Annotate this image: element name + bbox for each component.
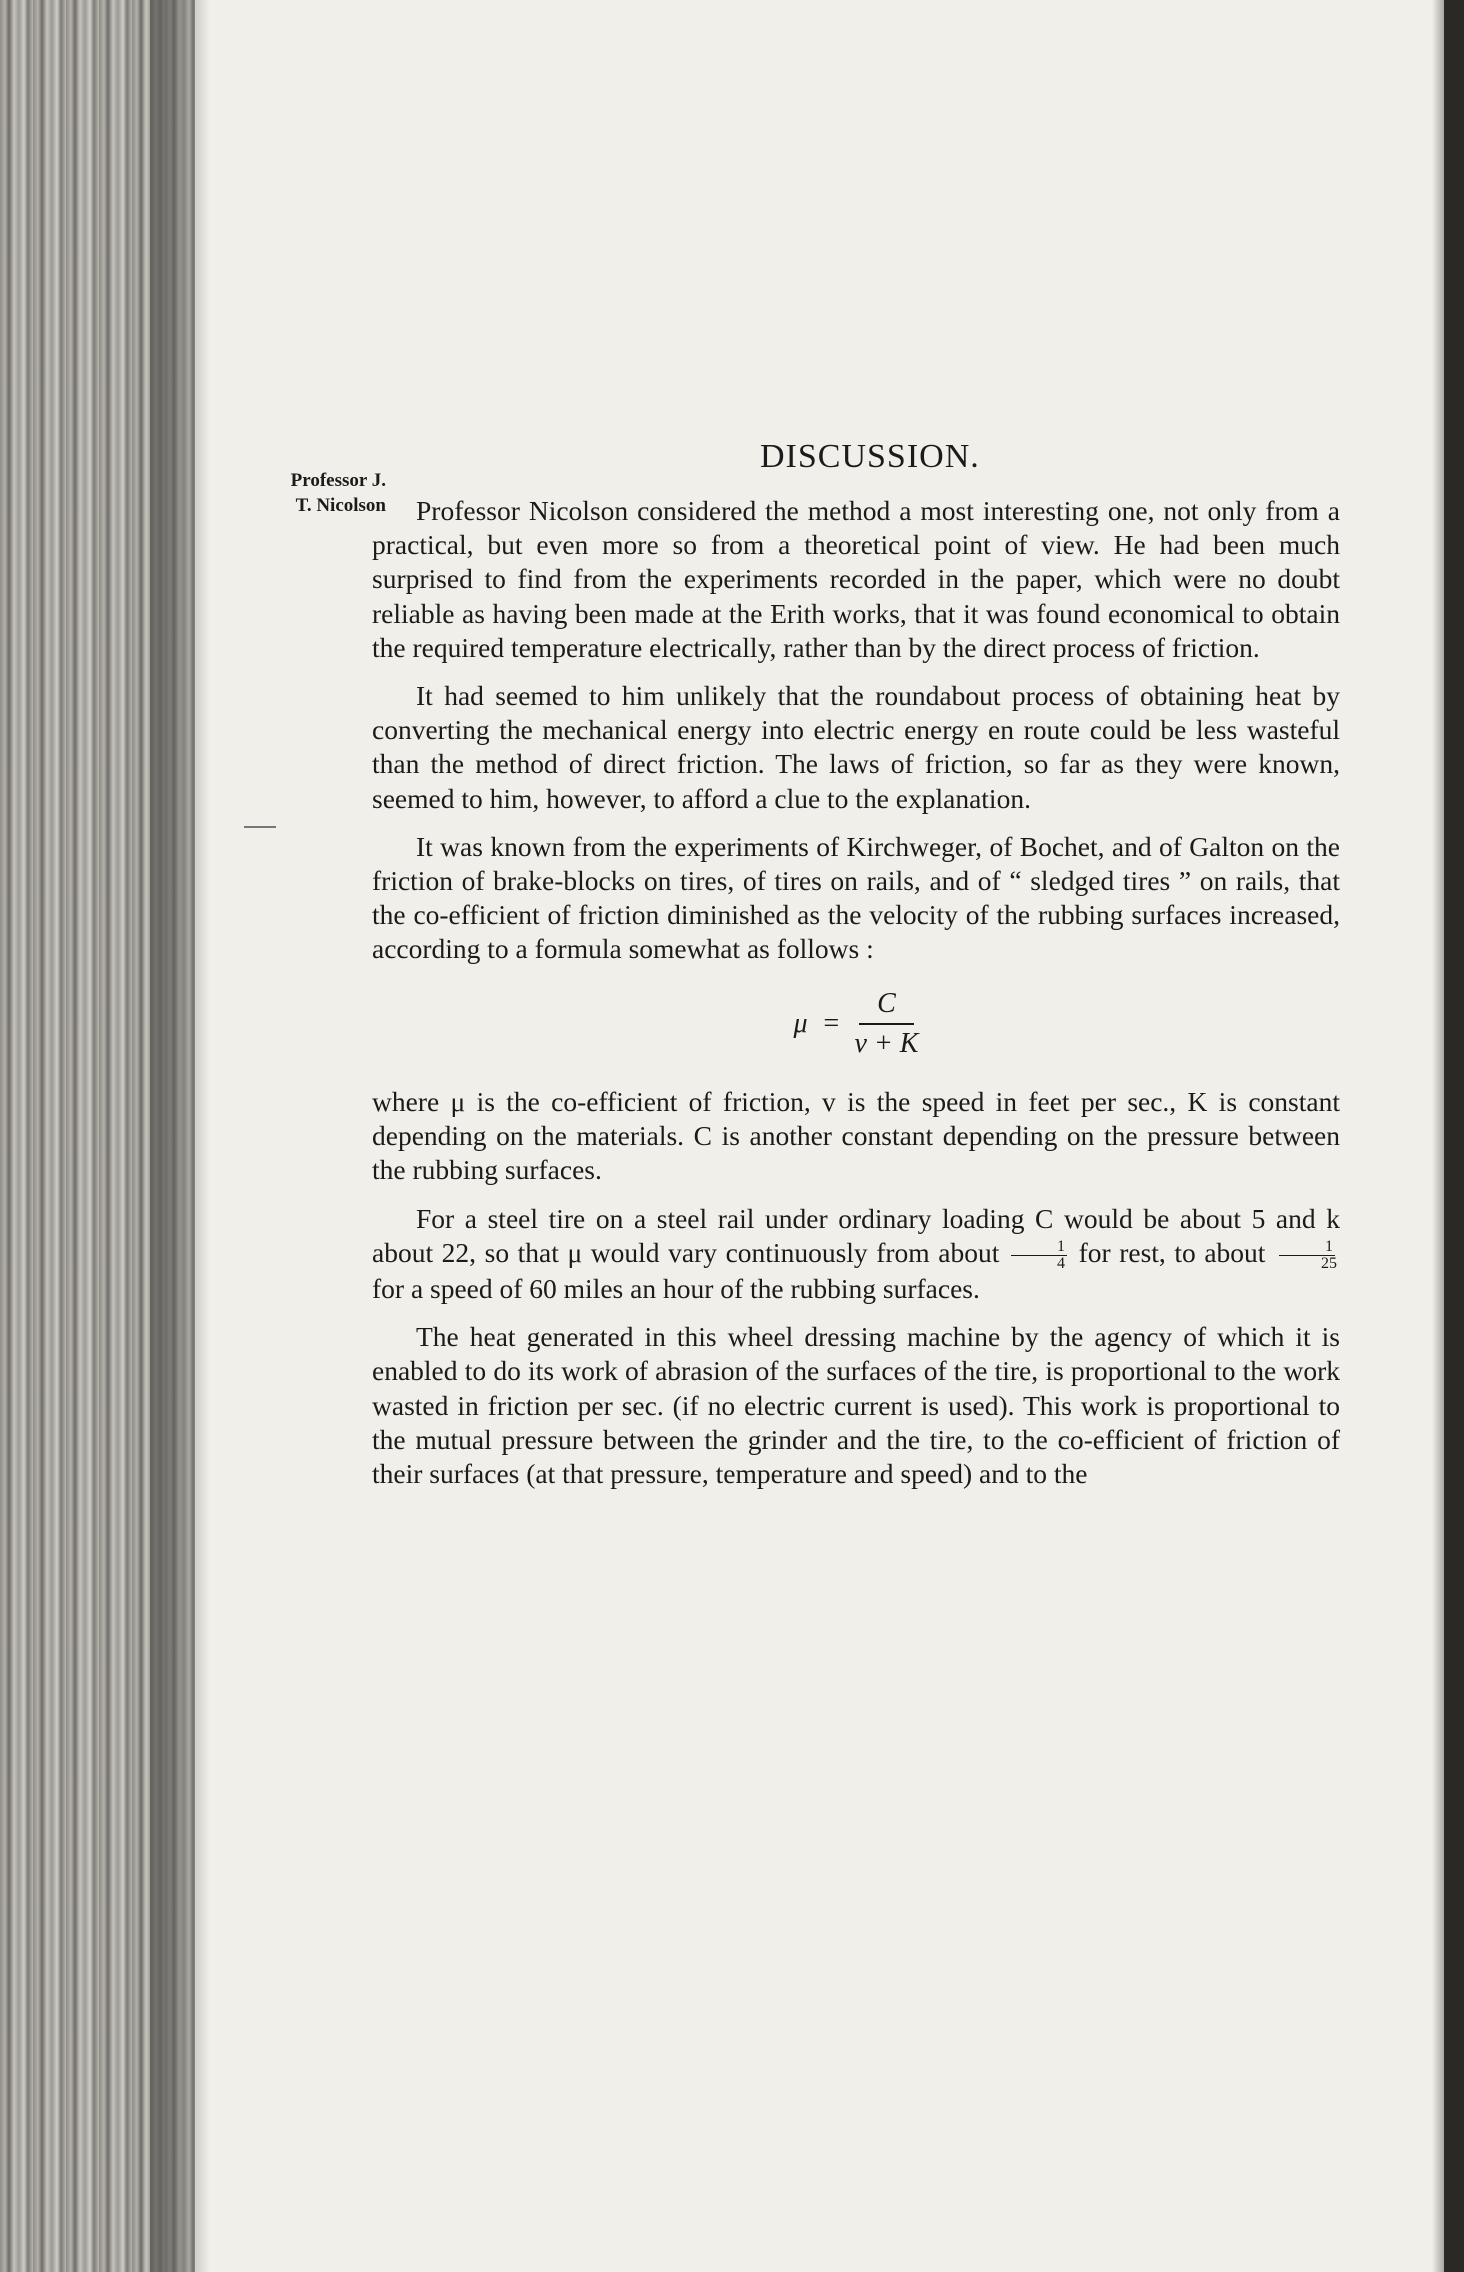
fraction-one-quarter-denominator: 4 (1056, 1255, 1065, 1273)
section-heading: DISCUSSION. (760, 438, 980, 475)
formula-fraction (854, 987, 918, 1061)
paragraph-3: It was known from the experiments of Kirchweger, of Bochet, and of Galton on the friction of brake-blocks on tires, of tires on rails, and of “ sledged tires ” on rails, that the co-efficient of friction diminished as the velocity of the rubbing surfaces increased, according to a formula somewhat as follows : (372, 830, 1340, 965)
paragraph-after-formula: where μ is the co-efficient of friction, v is the speed in feet per sec., K is constant depending on the materials. C is another constant depending on the pressure between the rubbing surfaces. (372, 1086, 1340, 1186)
margin-note-speaker (206, 468, 386, 518)
paragraph-steel-tire (372, 1202, 1340, 1307)
paragraph-2: It had seemed to him unlikely that the roundabout process of obtaining heat by converting the mechanical energy into electric energy en route could be less wasteful than the method of direct friction. The laws of friction, so far as they were known, seemed to him, however, to afford a clue to the explanation. (372, 680, 1340, 814)
steel-text-part-3: for a speed of 60 miles an hour of the rubbing surfaces. (372, 1273, 980, 1305)
steel-text-part-2: for rest, to about (1078, 1236, 1266, 1268)
fraction-one-twentyfifth-numerator: 1 (1279, 1239, 1335, 1256)
margin-note-line-1: Professor J. (290, 470, 386, 491)
fraction-one-twentyfifth-denominator: 25 (1321, 1255, 1338, 1273)
formula-equals: = (821, 1007, 841, 1039)
margin-note-line-2: T. Nicolson (295, 495, 386, 516)
formula-numerator: C (859, 987, 914, 1025)
formula-lhs: μ (793, 1007, 808, 1039)
fraction-one-quarter-numerator: 1 (1011, 1239, 1067, 1256)
right-page-shadow (1432, 0, 1444, 2272)
body-text (372, 494, 1340, 1505)
friction-formula (372, 987, 1340, 1061)
fraction-one-quarter (1011, 1239, 1067, 1272)
margin-dash-mark (244, 826, 276, 828)
paragraph-1: Professor Nicolson considered the method a most interesting one, not only from a practical, but even more so from a theoretical point of view. He had been much surprised to find from the experiments recorded in the paper, which were no doubt reliable as having been made at the Erith works, that it was found economical to obtain the required temperature electrically, rather than by the direct process of friction. (372, 495, 1340, 663)
formula-denominator: v + K (854, 1027, 919, 1059)
paragraph-heat-generated: The heat generated in this wheel dressing machine by the agency of which it is enabled to do its work of abrasion of the surfaces of the tire, is proportional to the work wasted in friction per sec. (if no electric current is used). This work is proportional to the mutual pressure between the grinder and the tire, to the co-efficient of friction of their surfaces (at that pressure, temperature and speed) and to the (372, 1321, 1340, 1490)
right-scan-border (1444, 0, 1464, 2272)
steel-text-part-1: For a steel tire on a steel rail under ordinary loading C would be about 5 and k about 22, so that μ would vary continuously from about (372, 1202, 1340, 1268)
binding-shadow (150, 0, 210, 2272)
fraction-one-twentyfifth (1277, 1239, 1337, 1272)
